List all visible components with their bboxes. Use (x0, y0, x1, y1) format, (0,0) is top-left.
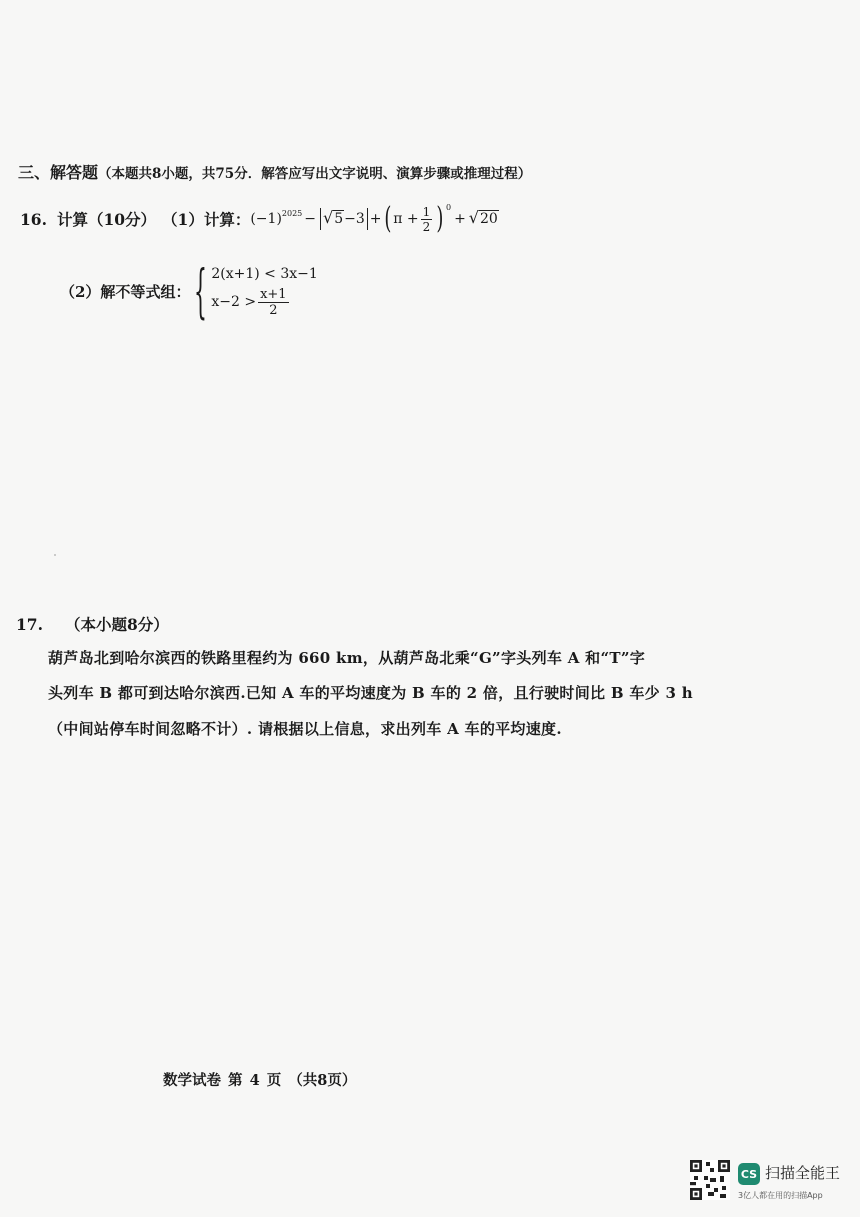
expr-zero-exponent: 0 (445, 202, 452, 212)
expr-absolute-value (320, 208, 368, 230)
frac-numerator: 1 (422, 204, 431, 219)
camscanner-logo-icon: CS (738, 1163, 760, 1185)
left-paren: ( (383, 201, 391, 236)
q17-line2: 头列车 B 都可到达哈尔滨西.已知 A 车的平均速度为 B 车的 2 倍，且行驶时间比 B 车少 3 h (48, 684, 693, 702)
section-title: 三、解答题 (18, 163, 99, 182)
scan-speck (54, 554, 56, 556)
radical-sign-2: √ (468, 208, 479, 228)
expr-fraction-half (421, 206, 433, 233)
right-paren: ) (436, 201, 444, 236)
q17-number: 17. (16, 615, 43, 634)
expr-minus: − (304, 211, 316, 227)
expr-pi: π + (393, 211, 419, 227)
radicand-20: 20 (480, 211, 498, 228)
inequality-system (190, 257, 318, 325)
question-16-line1 (20, 201, 499, 236)
page-footer: 数学试卷 第 4 页 （共8页） (163, 1072, 357, 1089)
radicand-5: 5 (334, 211, 344, 228)
expr-base: (−1) (250, 211, 282, 227)
section-heading (18, 160, 531, 183)
q17-label: （本小题8分） (64, 615, 169, 634)
watermark-tagline: 3亿人都在用的扫描App (738, 1191, 823, 1200)
expr-plus: + (369, 211, 382, 227)
question-16-part2 (60, 257, 318, 325)
inequality-2-left: x−2 > (211, 294, 257, 310)
inequality-2-fraction (258, 288, 289, 317)
q17-line1: 葫芦岛北到哈尔滨西的铁路里程约为 660 km，从葫芦岛北乘“G”字头列车 A 和“T”字 (48, 649, 646, 667)
question-17-heading (16, 613, 169, 635)
q16-part2-label: （2）解不等式组： (60, 282, 191, 301)
inequality-2 (211, 288, 317, 317)
expr-sqrt-20 (469, 210, 499, 228)
ineq-frac-numerator: x+1 (260, 286, 287, 302)
q16-expression (250, 201, 498, 236)
radical-sign: √ (323, 208, 334, 228)
q16-label: 计算（10分） (56, 210, 157, 229)
q16-part1-label: （1）计算： (162, 210, 251, 229)
frac-denominator: 2 (422, 219, 431, 234)
watermark-app-name: 扫描全能王 (765, 1164, 841, 1182)
inequality-1: 2(x+1) < 3x−1 (211, 265, 318, 282)
q16-number: 16. (20, 209, 47, 229)
left-brace: { (194, 257, 208, 325)
section-note: （本题共8小题，共75分．解答应写出文字说明、演算步骤或推理过程） (98, 166, 532, 182)
expr-exponent: 2025 (281, 208, 303, 218)
expr-plus2: + (454, 211, 466, 227)
expr-abs-rest: −3 (344, 211, 365, 227)
q17-line3: （中间站停车时间忽略不计）. 请根据以上信息，求出列车 A 车的平均速度. (48, 720, 562, 738)
ineq-frac-denominator: 2 (269, 302, 278, 318)
qr-code-icon (690, 1160, 730, 1200)
expr-sqrt-5 (323, 210, 344, 228)
